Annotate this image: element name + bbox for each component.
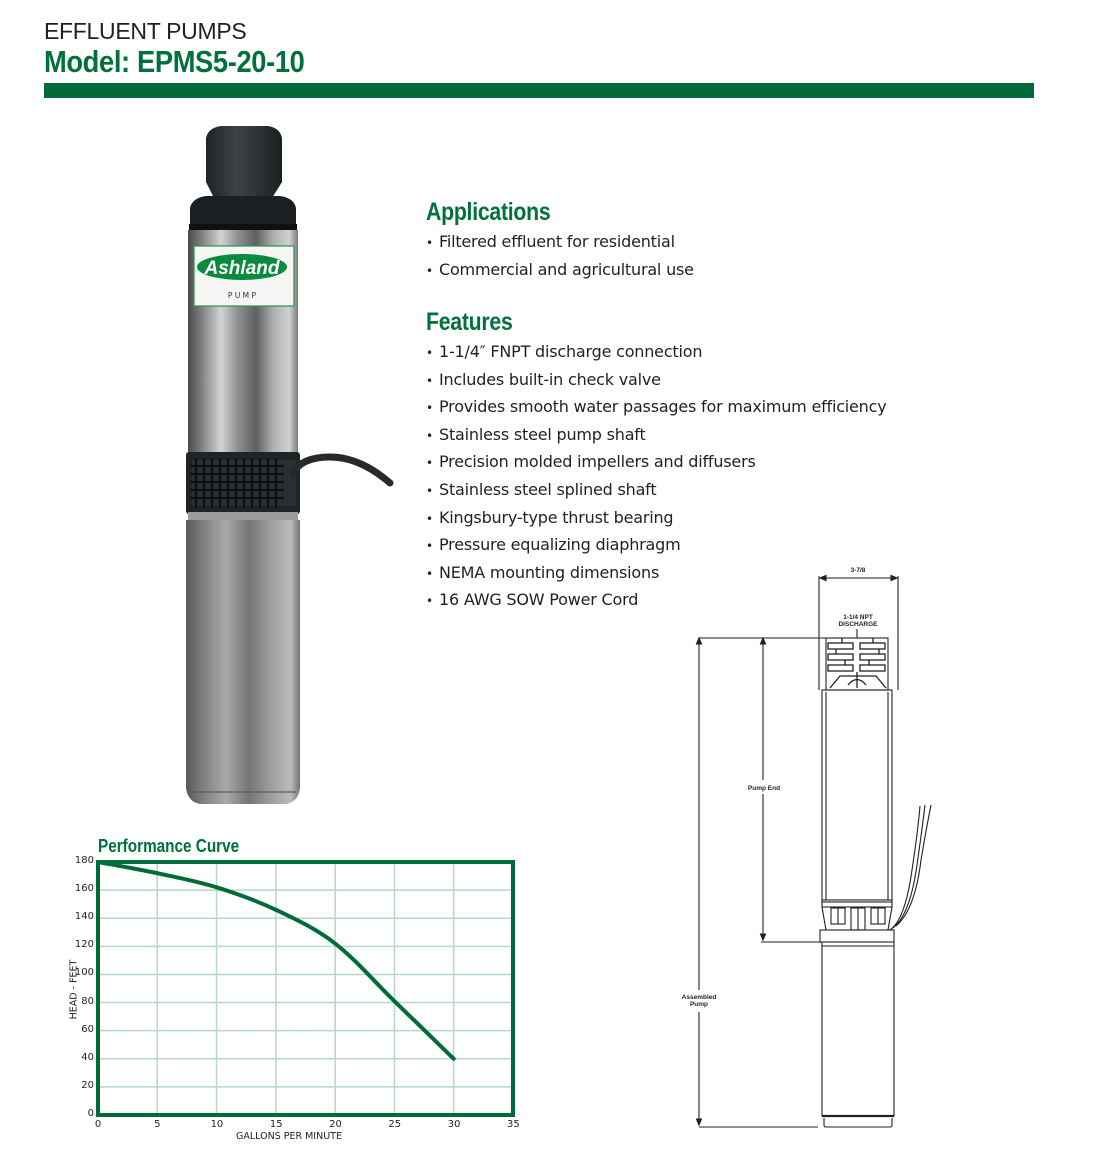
assembled-pump-label-line1: Assembled <box>674 994 724 1001</box>
x-tick-label: 0 <box>94 1119 102 1130</box>
y-tick-label: 160 <box>74 883 94 895</box>
list-item: • 1-1/4″ FNPT discharge connection <box>426 342 703 361</box>
performance-chart <box>0 0 1 1</box>
svg-text:P U M P: P U M P <box>227 291 257 300</box>
list-item: • Stainless steel splined shaft <box>426 479 657 499</box>
brand-label: Ashland <box>204 258 280 279</box>
model-title: Model: EPMS5-20-10 <box>44 44 305 79</box>
y-tick-label: 80 <box>81 995 94 1007</box>
applications-heading: Applications <box>426 198 551 226</box>
list-item: • Commercial and agricultural use <box>426 259 694 279</box>
y-tick-label: 40 <box>81 1051 94 1063</box>
list-item: • Includes built-in check valve <box>426 369 661 389</box>
x-axis-label: GALLONS PER MINUTE <box>236 1131 342 1142</box>
list-item: • Kingsbury-type thrust bearing <box>426 507 674 527</box>
dimension-diagram <box>680 560 940 1140</box>
discharge-label-line2: DISCHARGE <box>838 621 878 628</box>
y-tick-label: 0 <box>87 1108 94 1119</box>
y-tick-label: 20 <box>81 1079 94 1091</box>
list-item: • Pressure equalizing diaphragm <box>426 535 681 555</box>
y-tick-label: 60 <box>81 1023 94 1035</box>
chart-title: Performance Curve <box>98 836 240 856</box>
pump-end-label: Pump End <box>738 785 790 792</box>
assembled-pump-label-line2: Pump <box>674 1001 724 1008</box>
x-tick-label: 20 <box>329 1119 342 1130</box>
y-tick-label: 100 <box>74 967 94 979</box>
x-tick-label: 10 <box>210 1119 224 1130</box>
y-tick-label: 140 <box>74 911 94 923</box>
list-item: • Provides smooth water passages for maximum efficiency <box>426 397 887 417</box>
list-item: • NEMA mounting dimensions <box>426 562 660 582</box>
x-tick-label: 30 <box>447 1119 461 1130</box>
list-item: • 16 AWG SOW Power Cord <box>426 590 639 610</box>
y-axis-label: HEAD - FEET <box>68 959 80 1020</box>
width-dimension-label: 3-7/8 <box>850 567 866 574</box>
list-item: • Filtered effluent for residential <box>426 232 675 251</box>
x-tick-label: 35 <box>507 1119 520 1130</box>
features-heading: Features <box>426 308 513 336</box>
x-tick-label: 25 <box>388 1119 402 1130</box>
y-tick-label: 120 <box>74 939 94 951</box>
list-item: • Precision molded impellers and diffusers <box>426 452 756 472</box>
x-tick-label: 15 <box>269 1119 283 1130</box>
category-title: EFFLUENT PUMPS <box>44 18 247 44</box>
y-tick-label: 180 <box>74 855 94 866</box>
discharge-label-line1: 1-1/4 NPT <box>843 614 873 621</box>
x-tick-label: 5 <box>154 1119 161 1130</box>
list-item: • Stainless steel pump shaft <box>426 424 646 444</box>
